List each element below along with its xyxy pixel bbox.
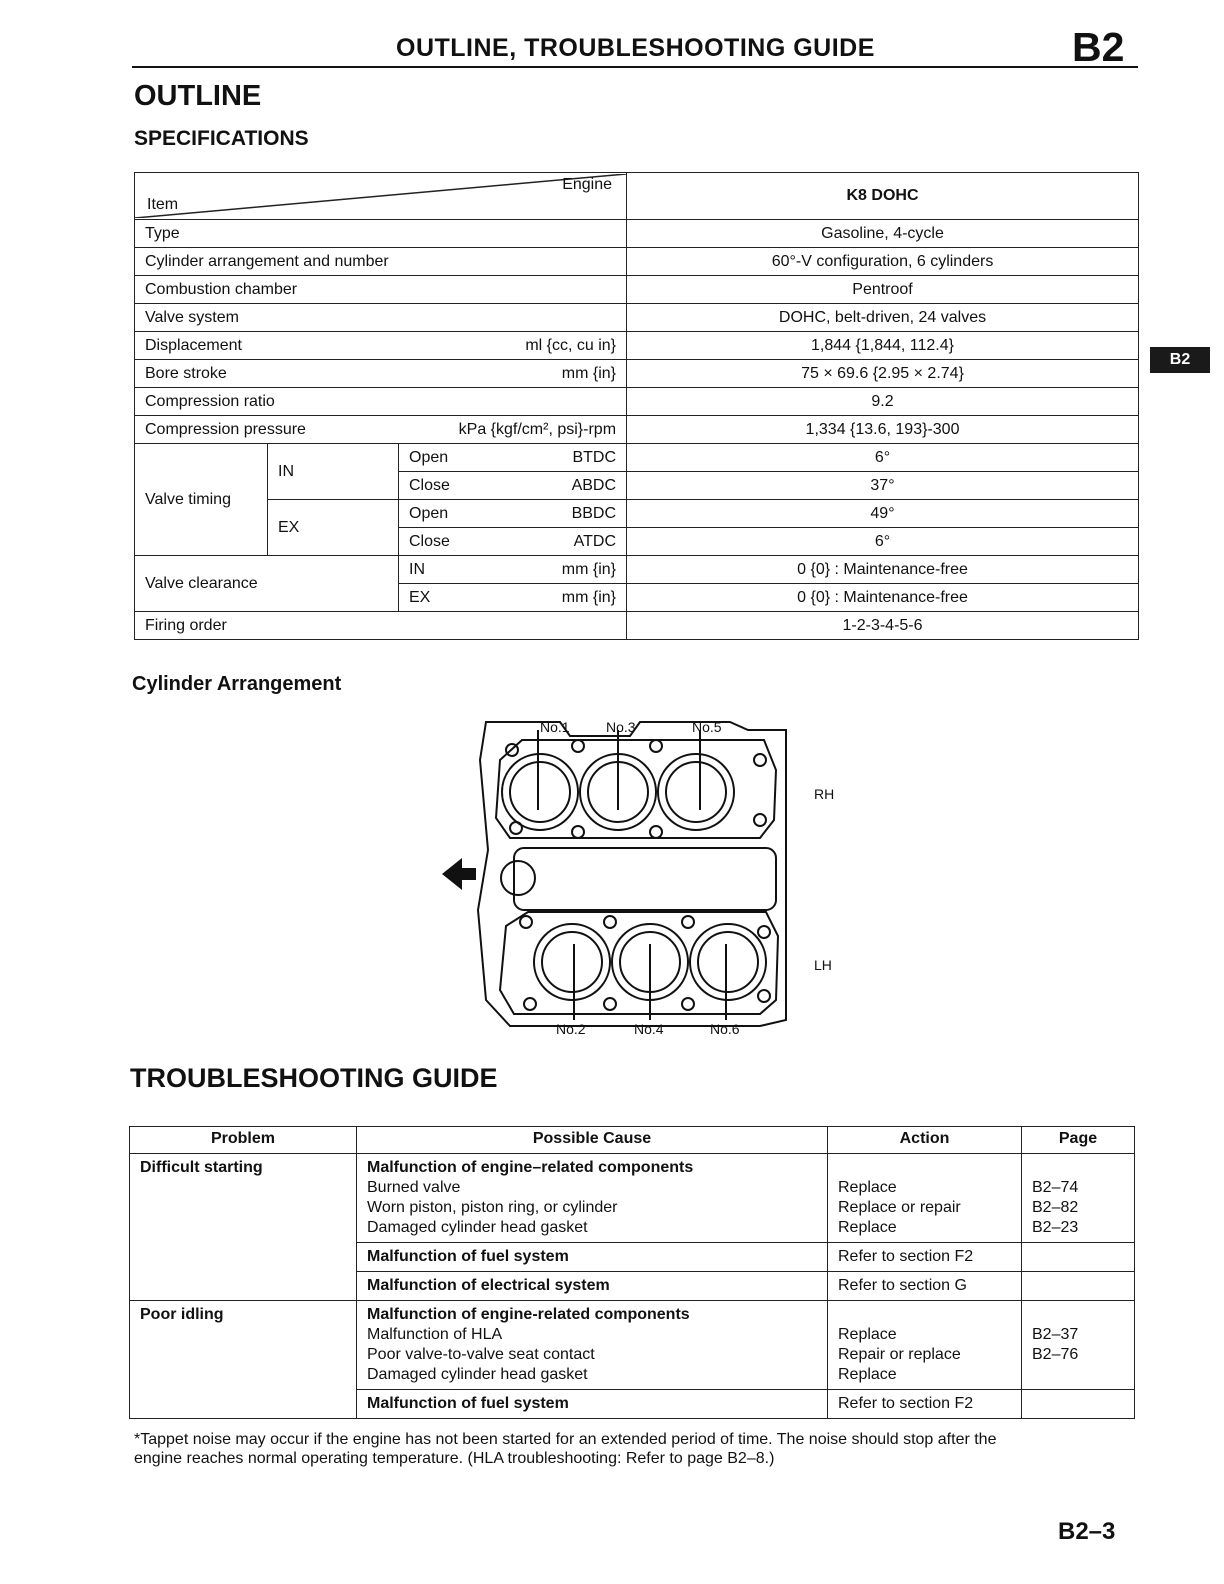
valve-timing-label: Valve timing [135, 444, 268, 556]
page-ref: B2–74 [1032, 1179, 1079, 1196]
timing-value: 37° [627, 472, 1139, 500]
spec-item: Compression ratio [135, 388, 627, 416]
spec-row [135, 360, 1139, 388]
spec-item: Type [135, 220, 627, 248]
action-item: Repair or replace [838, 1346, 961, 1363]
specifications-table [134, 172, 1139, 640]
label-no5: No.5 [692, 719, 722, 735]
valve-timing-row [135, 500, 1139, 528]
cause-item: Burned valve [367, 1179, 461, 1196]
spec-row [135, 276, 1139, 304]
timing-ref: BTDC [572, 448, 617, 466]
problem-poor-idling: Poor idling [130, 1301, 357, 1419]
footnote-line-1: *Tappet noise may occur if the engine has not been started for an extended period of time. The noise should stop after the [134, 1431, 997, 1448]
timing-ref: ABDC [571, 476, 617, 494]
header-title: OUTLINE, TROUBLESHOOTING GUIDE [396, 34, 875, 62]
footnote [134, 1430, 1114, 1468]
spec-header-diagonal-cell [135, 173, 627, 220]
spec-value: 75 × 69.6 {2.95 × 2.74} [627, 360, 1139, 388]
cause-group-title: Malfunction of engine-related components [367, 1306, 690, 1323]
cylinder-arrangement-heading: Cylinder Arrangement [132, 673, 342, 695]
timing-ref: BBDC [571, 504, 617, 522]
troubleshooting-heading: TROUBLESHOOTING GUIDE [130, 1063, 498, 1093]
cause-item: Damaged cylinder head gasket [367, 1219, 588, 1236]
spec-row [135, 332, 1139, 360]
spec-header-model: K8 DOHC [627, 173, 1139, 220]
outline-heading: OUTLINE [134, 80, 262, 112]
valve-timing-ex: EX [268, 500, 399, 556]
timing-value: 6° [627, 528, 1139, 556]
spec-row [135, 388, 1139, 416]
specifications-heading: SPECIFICATIONS [134, 127, 309, 150]
timing-event: Open [409, 448, 449, 466]
action-item: Replace [838, 1366, 897, 1383]
label-lh: LH [814, 957, 832, 973]
firing-order-value: 1-2-3-4-5-6 [627, 612, 1139, 640]
spec-header-engine: Engine [562, 176, 613, 193]
spec-row [135, 220, 1139, 248]
page-ref: B2–82 [1032, 1199, 1079, 1216]
cause-group-title: Malfunction of engine–related components [367, 1159, 694, 1176]
troubleshooting-table [129, 1126, 1135, 1419]
page-ref: B2–37 [1032, 1326, 1079, 1343]
spec-value: Gasoline, 4-cycle [627, 220, 1139, 248]
trouble-row [130, 1301, 1135, 1390]
cause-item: Poor valve-to-valve seat contact [367, 1346, 595, 1363]
action-item: Replace [838, 1326, 897, 1343]
spec-value: 60°-V configuration, 6 cylinders [627, 248, 1139, 276]
header-section-code: B2 [1072, 24, 1125, 70]
action-item: Replace [838, 1219, 897, 1236]
cylinder-no1-bore [502, 754, 578, 830]
coolant-port [501, 861, 535, 895]
spec-value: Pentroof [627, 276, 1139, 304]
firing-order-row [135, 612, 1139, 640]
label-no2: No.2 [556, 1021, 586, 1037]
timing-event: Close [409, 532, 450, 550]
intake-manifold-seat [514, 848, 776, 910]
spec-value: 9.2 [627, 388, 1139, 416]
spec-item: Cylinder arrangement and number [135, 248, 627, 276]
spec-value: DOHC, belt-driven, 24 valves [627, 304, 1139, 332]
timing-ref: ATDC [573, 532, 617, 550]
trouble-row [130, 1154, 1135, 1243]
timing-value: 49° [627, 500, 1139, 528]
spec-item: Combustion chamber [135, 276, 627, 304]
cause-item: Damaged cylinder head gasket [367, 1366, 588, 1383]
page-ref: B2–76 [1032, 1346, 1079, 1363]
timing-value: 6° [627, 444, 1139, 472]
clearance-unit: mm {in} [561, 588, 617, 606]
clearance-unit: mm {in} [561, 560, 617, 578]
valve-timing-row [135, 444, 1139, 472]
clearance-value: 0 {0} : Maintenance-free [627, 556, 1139, 584]
section-tab[interactable]: B2 [1150, 347, 1210, 373]
page-number: B2–3 [1058, 1518, 1116, 1545]
cause-electrical-system: Malfunction of electrical system [357, 1272, 828, 1301]
valve-clearance-row [135, 556, 1139, 584]
cylinder-no5-bore [658, 754, 734, 830]
spec-item: Valve system [135, 304, 627, 332]
action-refer-f2: Refer to section F2 [828, 1243, 1022, 1272]
spec-unit: ml {cc, cu in} [525, 336, 617, 354]
cylinder-arrangement-diagram [430, 700, 870, 1050]
spec-row [135, 416, 1139, 444]
page-ref: B2–23 [1032, 1219, 1079, 1236]
problem-difficult-starting: Difficult starting [130, 1154, 357, 1301]
spec-item: Bore stroke [145, 364, 227, 382]
timing-event: Close [409, 476, 450, 494]
valve-timing-in: IN [268, 444, 399, 500]
cylinder-no6-bore [690, 924, 766, 1000]
spec-unit: mm {in} [561, 364, 617, 382]
label-no6: No.6 [710, 1021, 740, 1037]
action-item: Replace or repair [838, 1199, 961, 1216]
firing-order-label: Firing order [135, 612, 627, 640]
timing-event: Open [409, 504, 449, 522]
col-page: Page [1022, 1127, 1135, 1154]
trouble-header-row [130, 1127, 1135, 1154]
action-item: Replace [838, 1179, 897, 1196]
label-rh: RH [814, 786, 835, 802]
cause-item: Malfunction of HLA [367, 1326, 503, 1343]
label-no3: No.3 [606, 719, 636, 735]
col-possible-cause: Possible Cause [357, 1127, 828, 1154]
spec-value: 1,844 {1,844, 112.4} [627, 332, 1139, 360]
spec-item: Displacement [145, 336, 242, 354]
cause-fuel-system: Malfunction of fuel system [357, 1390, 828, 1419]
spec-header-row [135, 173, 1139, 220]
action-refer-g: Refer to section G [828, 1272, 1022, 1301]
cause-fuel-system: Malfunction of fuel system [357, 1243, 828, 1272]
col-problem: Problem [130, 1127, 357, 1154]
footnote-line-2: engine reaches normal operating temperature. (HLA troubleshooting: Refer to page B2–8.) [134, 1450, 775, 1467]
spec-header-item: Item [147, 196, 179, 213]
label-no1: No.1 [540, 719, 570, 735]
spec-item: Compression pressure [145, 420, 306, 438]
label-no4: No.4 [634, 1021, 664, 1037]
valve-clearance-label: Valve clearance [135, 556, 399, 612]
action-refer-f2: Refer to section F2 [828, 1390, 1022, 1419]
spec-row [135, 304, 1139, 332]
clearance-value: 0 {0} : Maintenance-free [627, 584, 1139, 612]
clearance-side: EX [409, 588, 431, 606]
col-action: Action [828, 1127, 1022, 1154]
cause-item: Worn piston, piston ring, or cylinder [367, 1199, 618, 1216]
cylinder-no2-bore [534, 924, 610, 1000]
spec-unit: kPa {kgf/cm², psi}-rpm [458, 420, 617, 438]
spec-row [135, 248, 1139, 276]
spec-value: 1,334 {13.6, 193}-300 [627, 416, 1139, 444]
clearance-side: IN [409, 560, 425, 578]
front-arrow-icon [442, 858, 476, 890]
header-rule [132, 66, 1138, 68]
